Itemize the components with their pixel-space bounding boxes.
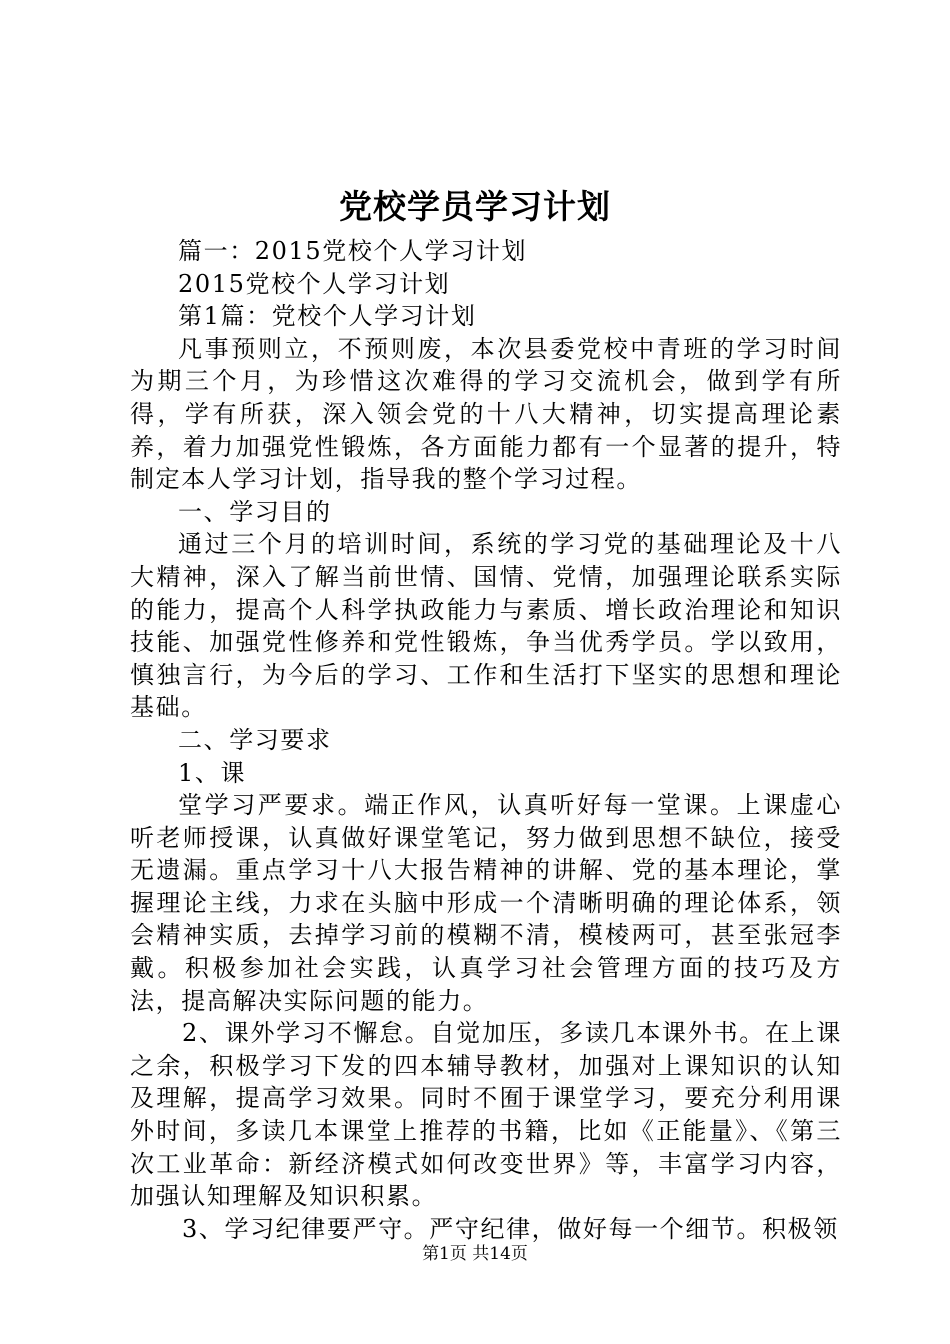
paragraph: 3、学习纪律要严守。严守纪律，做好每一个细节。积极领 bbox=[182, 1214, 839, 1243]
document-body bbox=[130, 235, 842, 1245]
paragraph: 2015党校个人学习计划 bbox=[178, 269, 451, 298]
paragraph: 通过三个月的培训时间，系统的学习党的基础理论及十八大精神，深入了解当前世情、国情、党情，加强理论联系实际的能力，提高个人科学执政能力与素质、增长政治理论和知识技能、加强党性修养和党性锻炼，争当优秀学员。学以致用，慎独言行，为今后的学习、工作和生活打下坚实的思想和理论基础。 bbox=[130, 530, 842, 722]
document-title: 党校学员学习计划 bbox=[339, 187, 611, 226]
section-heading: 二、学习要求 bbox=[178, 725, 332, 754]
paragraph: 1、课 bbox=[178, 758, 247, 787]
section-heading: 一、学习目的 bbox=[178, 497, 332, 526]
page-footer: 第1页 共14页 bbox=[422, 1244, 528, 1264]
paragraph: 凡事预则立，不预则废，本次县委党校中青班的学习时间为期三个月，为珍惜这次难得的学习交流机会，做到学有所得，学有所获，深入领会党的十八大精神，切实提高理论素养，着力加强党性锻炼，各方面能力都有一个显著的提升，特制定本人学习计划，指导我的整个学习过程。 bbox=[130, 334, 842, 494]
paragraph: 第1篇：党校个人学习计划 bbox=[178, 302, 477, 331]
paragraph: 2、课外学习不懈怠。自觉加压，多读几本课外书。在上课之余，积极学习下发的四本辅导教材，加强对上课知识的认知及理解，提高学习效果。同时不囿于课堂学习，要充分利用课外时间，多读几本课堂上推荐的书籍，比如《正能量》、《第三次工业革命：新经济模式如何改变世界》等，丰富学习内容，加强认知理解及知识积累。 bbox=[130, 1019, 842, 1211]
paragraph: 堂学习严要求。端正作风，认真听好每一堂课。上课虚心听老师授课，认真做好课堂笔记，努力做到思想不缺位，接受无遗漏。重点学习十八大报告精神的讲解、党的基本理论，掌握理论主线，力求在头脑中形成一个清晰明确的理论体系，领会精神实质，去掉学习前的模糊不清，模棱两可，甚至张冠李戴。积极参加社会实践，认真学习社会管理方面的技巧及方法，提高解决实际问题的能力。 bbox=[130, 791, 842, 1015]
paragraph: 篇一：2015党校个人学习计划 bbox=[178, 237, 528, 265]
